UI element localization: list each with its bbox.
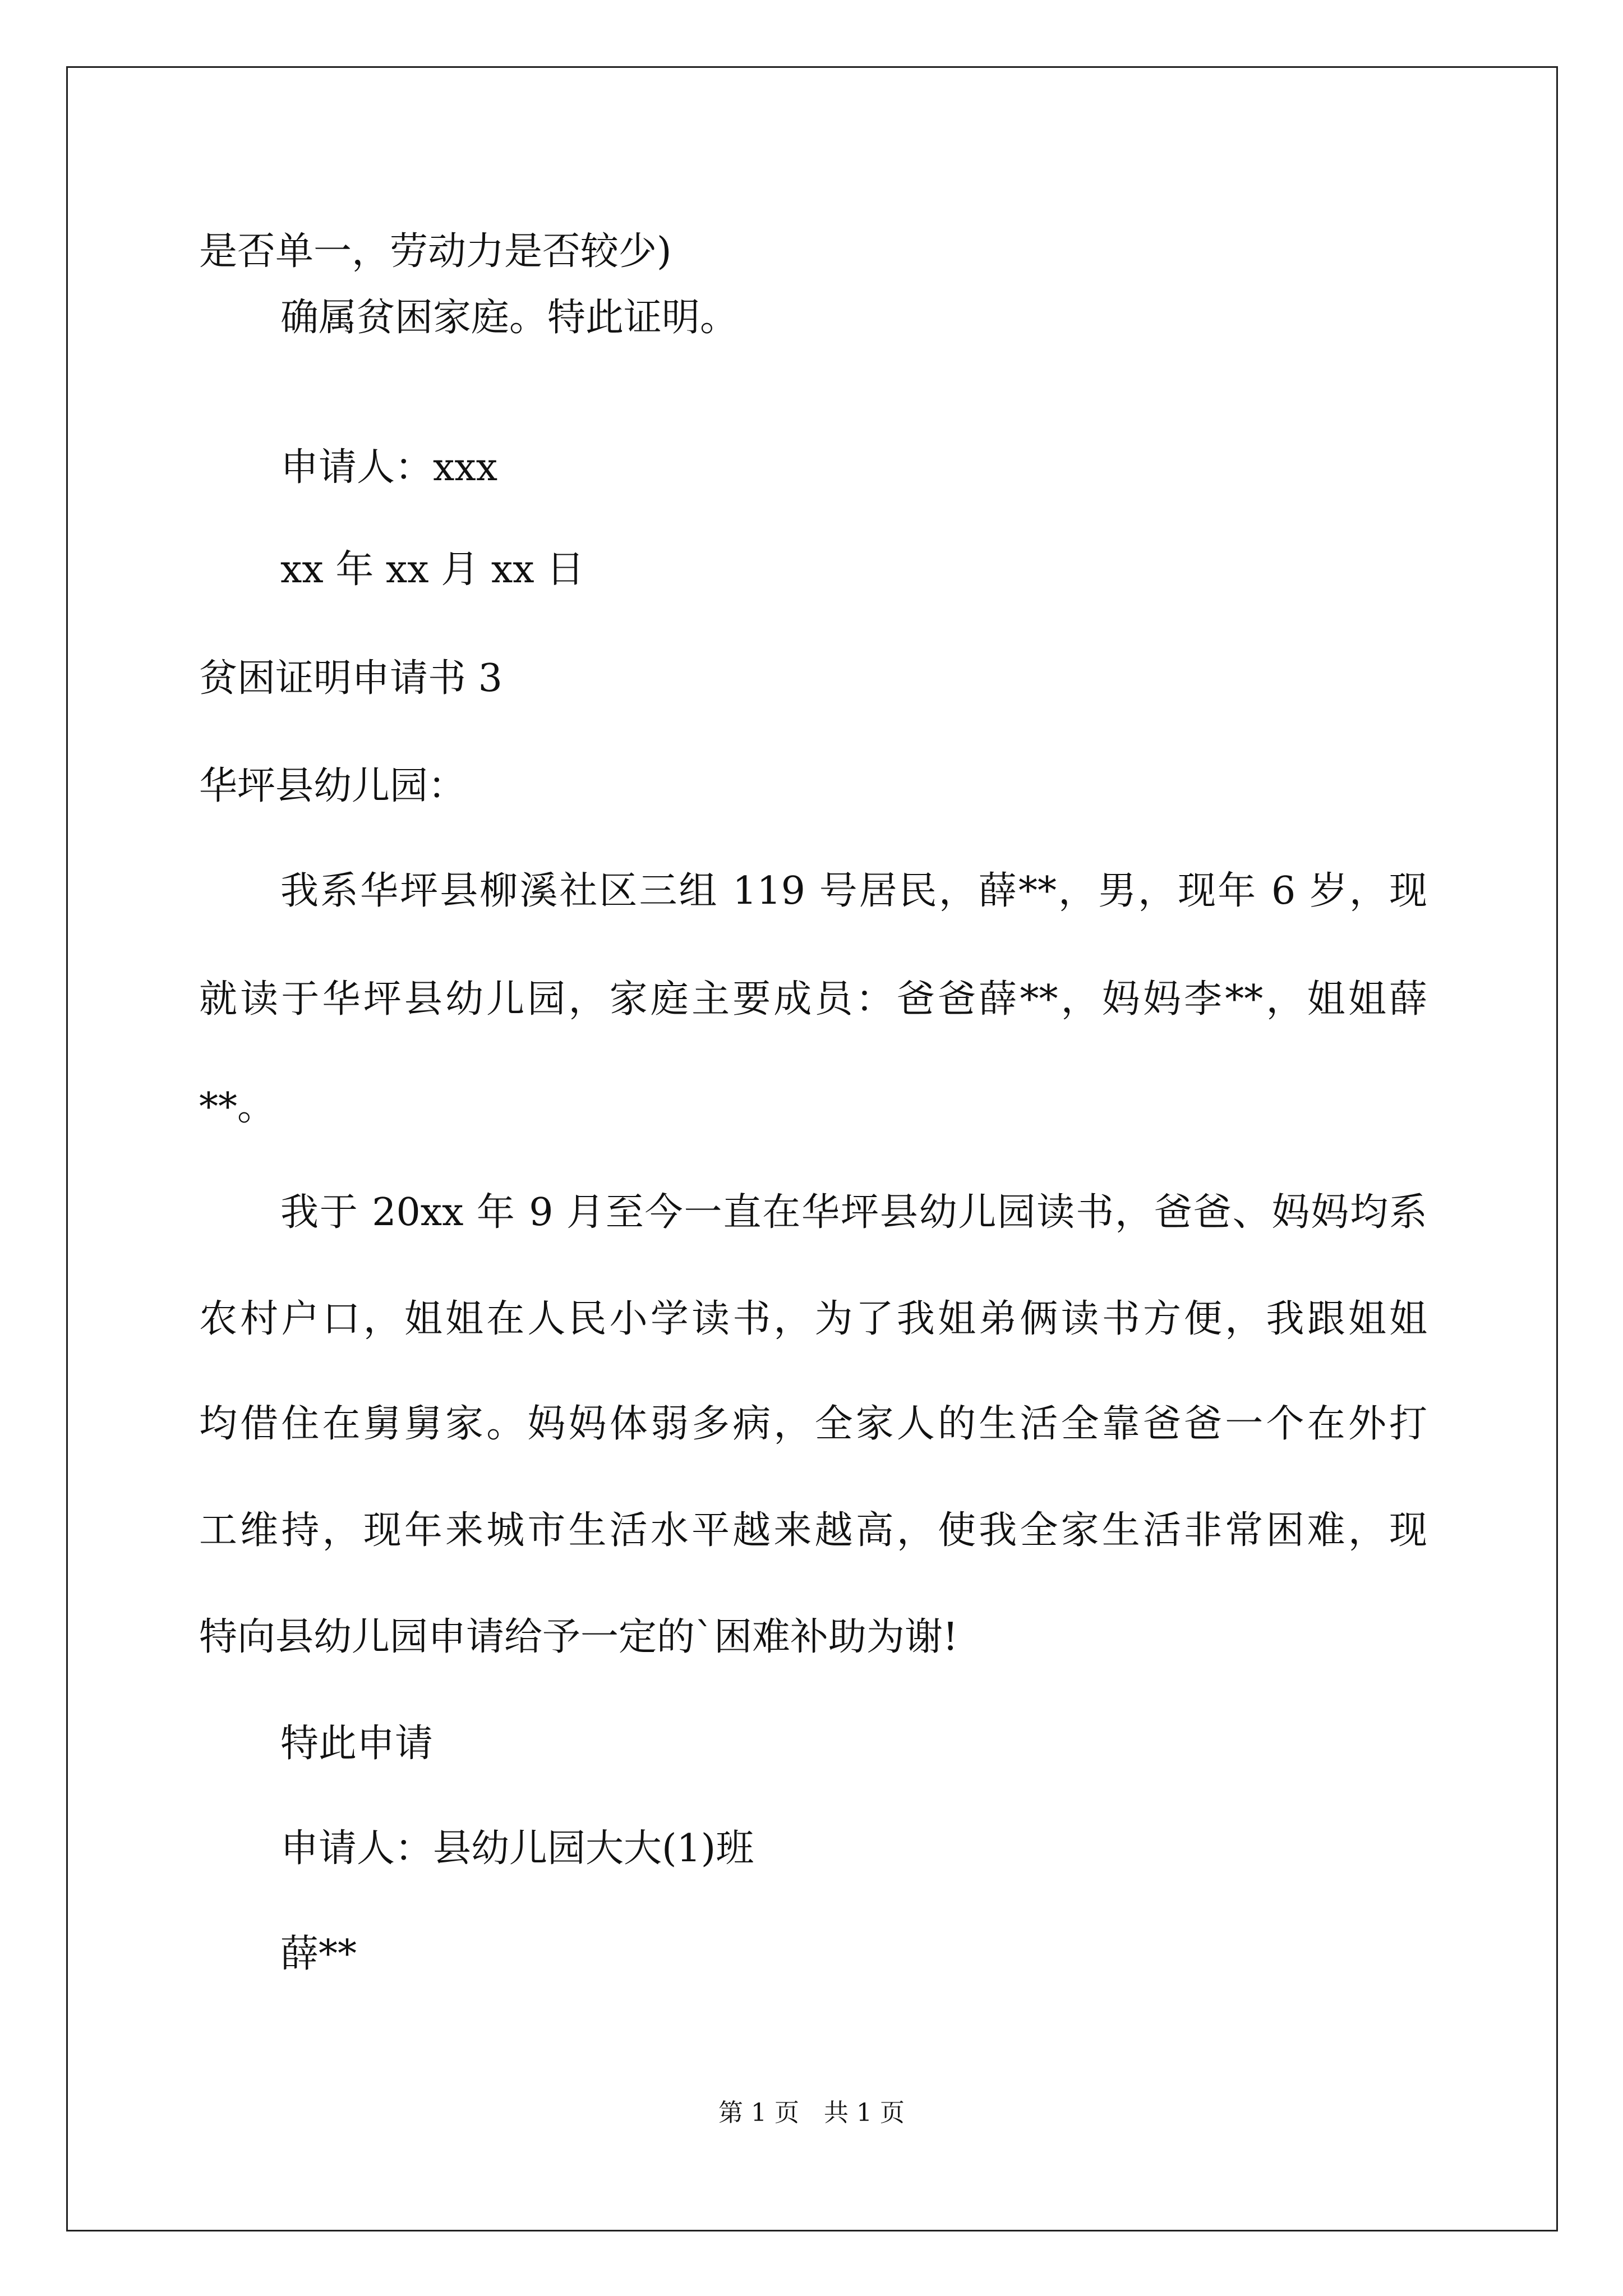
section-title: 贫困证明申请书 3 — [199, 656, 502, 701]
paragraph-2-line-4: 工维持，现年来城市生活水平越来越高，使我全家生活非常困难，现 — [199, 1508, 1427, 1553]
applicant-line: 申请人：xxx — [280, 445, 498, 490]
signature-line: 薛** — [280, 1932, 357, 1976]
text-line-1: 是否单一，劳动力是否较少) — [199, 229, 672, 274]
paragraph-2-line-2: 农村户口，姐姐在人民小学读书，为了我姐弟俩读书方便，我跟姐姐 — [199, 1297, 1427, 1341]
paragraph-2-line-3: 均借住在舅舅家。妈妈体弱多病，全家人的生活全靠爸爸一个在外打 — [199, 1402, 1427, 1446]
paragraph-2-line-1: 我于 20xx 年 9 月至今一直在华坪县幼儿园读书，爸爸、妈妈均系 — [280, 1190, 1427, 1235]
paragraph-1-line-3: **。 — [199, 1085, 276, 1129]
paragraph-1-line-2: 就读于华坪县幼儿园，家庭主要成员：爸爸薛**，妈妈李**，姐姐薛 — [199, 977, 1427, 1022]
salutation: 华坪县幼儿园： — [199, 764, 467, 808]
paragraph-2-line-5: 特向县幼儿园申请给予一定的`困难补助为谢! — [199, 1615, 958, 1659]
closing-line: 特此申请 — [280, 1722, 434, 1766]
page-border — [66, 66, 1558, 2231]
applicant-class-line: 申请人：县幼儿园大大(1)班 — [280, 1826, 754, 1871]
date-line: xx 年 xx 月 xx 日 — [280, 547, 585, 592]
paragraph-1-line-1: 我系华坪县柳溪社区三组 119 号居民，薛**，男，现年 6 岁，现 — [280, 869, 1427, 913]
text-line-2: 确属贫困家庭。特此证明。 — [280, 296, 739, 340]
page-footer: 第 1 页 共 1 页 — [718, 2099, 905, 2127]
